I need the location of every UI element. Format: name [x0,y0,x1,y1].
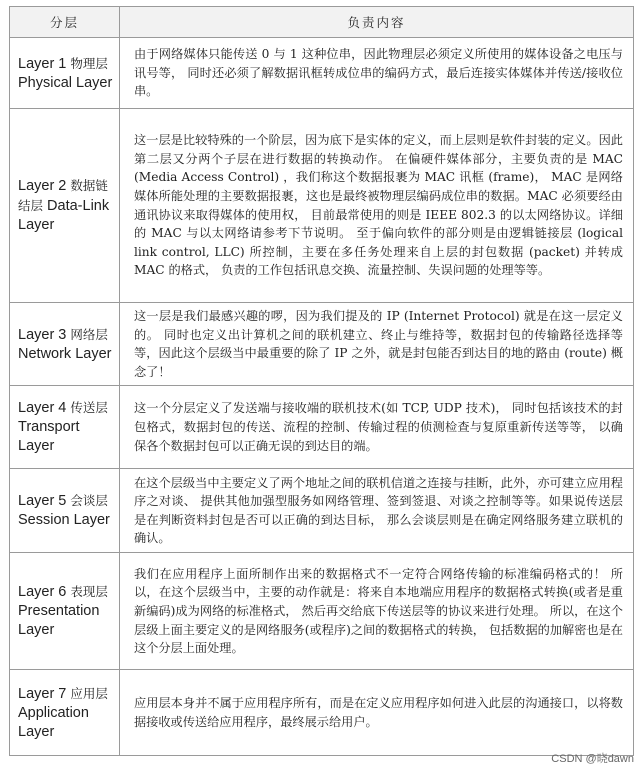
layer-name-en: Layer 6 [18,584,71,601]
layer-name-cn: 传送层 [70,400,108,416]
header-content: 负责内容 [120,7,634,38]
layer-description: 应用层本身并不属于应用程序所有，而是在定义应用程序如何进入此层的沟通接口，以将数据接收或传送给应用程序，最终展示给用户。 [120,670,634,756]
layer-name-en-2: Network Layer [18,345,112,362]
table-row [10,386,634,469]
layer-description: 这一层是我们最感兴趣的啰，因为我们提及的 IP (Internet Protocol) 就是在这一层定义的。 同时也定义出计算机之间的联机建立、终止与维持等，数据封包的传输路径选择等等，因此这个层级当中最重要的除了 IP 之外，就是封包能否到达目的地的路由 (route) 概念了！ [120,303,634,386]
table-row [10,109,634,303]
layer-name-en-2: Physical Layer [18,74,113,91]
layer-name-en: Layer 2 [18,178,71,194]
layer-name-en-2: Session Layer [18,512,110,529]
layer-name-en: Layer 3 [18,326,71,343]
layer-name-en: Layer 4 [18,400,71,417]
layer-name-en: Layer 1 [18,55,71,72]
layer-description: 这一层是比较特殊的一个阶层，因为底下是实体的定义，而上层则是软件封装的定义。因此第二层又分两个子层在进行数据的转换动作。 在偏硬件媒体部分，主要负责的是 MAC (Media Access Control) ，我们称这个数据报裹为 MAC 讯框 (frame)， MAC 是网络媒体所能处理的主要数据报裹，这也是最终被物理层编码成位串的数据。MAC 必须要经由通讯协议来取得媒体的使用权， 目前最常使用的则是 IEEE 802.3 的以太网络协议。详细的 MAC 与以太网络请参考下节说明。 至于偏向软件的部分则是由逻辑链接层 (logical link control, LLC) 所控制，主要在多任务处理来自上层的封包数据 (packet) 并转成 MAC 的格式， 负责的工作包括讯息交换、流量控制、失误问题的处理等等。 [120,109,634,303]
layer-name-cell [10,38,120,109]
table-row [10,303,634,386]
watermark: CSDN @晓dawn [551,753,634,765]
table-row [10,553,634,670]
layer-description: 在这个层级当中主要定义了两个地址之间的联机信道之连接与挂断，此外，亦可建立应用程序之对谈、 提供其他加强型服务如网络管理、签到签退、对谈之控制等等。如果说传送层是在判断资料封包是否可以正确的到达目标， 那么会谈层则是在确定网络服务建立联机的确认。 [120,469,634,553]
layer-name-cell [10,109,120,303]
layer-name-cn: 应用层 [70,685,108,701]
layer-name-cn: 会谈层 [70,493,108,509]
layer-name-cn: 数据链结层 [18,178,108,213]
layer-name-cell [10,553,120,670]
layer-name-cell [10,386,120,469]
layer-name-en: Layer 5 [18,493,71,510]
osi-layers-table [9,6,634,756]
layer-description: 我们在应用程序上面所制作出来的数据格式不一定符合网络传输的标准编码格式的！ 所以，在这个层级当中，主要的动作就是：将来自本地端应用程序的数据格式转换(或者是重新编码)成为网络的标准格式， 然后再交给底下传送层等的协议来进行处理。 所以，在这个层级上面主要定义的是网络服务(或程序)之间的数据格式的转换， 包括数据的加解密也是在这个分层上面处理。 [120,553,634,670]
layer-name-cell [10,303,120,386]
table-header-row [10,7,634,38]
table-row [10,38,634,109]
layer-name-en-2: Transport Layer [18,419,80,455]
layer-name-cn: 网络层 [70,326,108,342]
layer-name-cn: 物理层 [70,55,108,71]
table-row [10,670,634,756]
layer-name-cell [10,670,120,756]
layer-description: 由于网络媒体只能传送 0 与 1 这种位串，因此物理层必须定义所使用的媒体设备之电压与讯号等， 同时还必须了解数据讯框转成位串的编码方式，最后连接实体媒体并传送/接收位串。 [120,38,634,109]
layer-name-en-2: Application Layer [18,704,89,740]
layer-name-en-2: Presentation Layer [18,603,100,639]
layer-name-en: Layer 7 [18,685,71,702]
table-row [10,469,634,553]
layer-name-cn: 表现层 [70,584,108,600]
header-layer: 分层 [10,7,120,38]
layer-name-cell [10,469,120,553]
layer-description: 这一个分层定义了发送端与接收端的联机技术(如 TCP, UDP 技术)， 同时包括该技术的封包格式，数据封包的传送、流程的控制、传输过程的侦测检查与复原重新传送等等， 以确保各个数据封包可以正确无误的到达目的端。 [120,386,634,469]
layer-name-en-2: Data-Link Layer [18,198,110,233]
